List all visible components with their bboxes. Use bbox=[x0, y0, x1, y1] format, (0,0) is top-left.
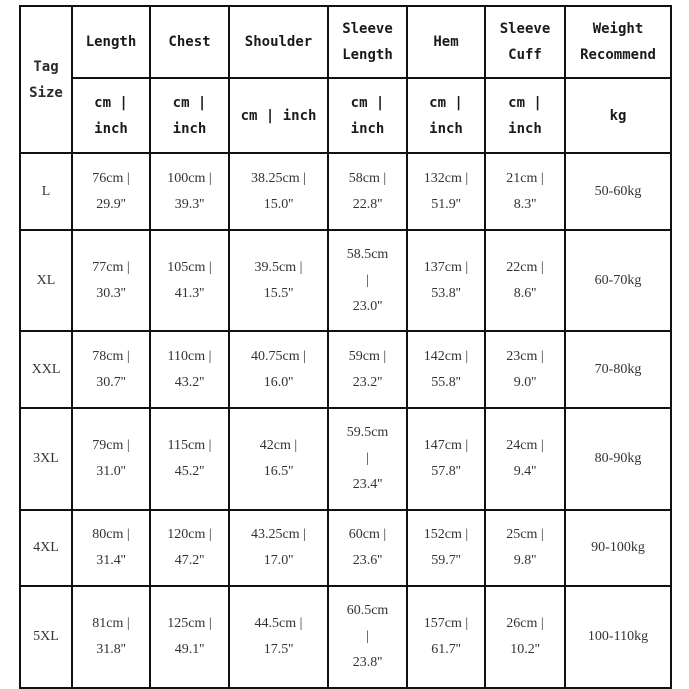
cell-shoulder: 42cm | 16.5'' bbox=[229, 408, 328, 510]
cell-sleeve-length: 60.5cm | 23.8'' bbox=[328, 586, 407, 688]
unit-label: cm | bbox=[508, 94, 542, 111]
header-chest bbox=[150, 6, 229, 78]
table-row-xxl bbox=[20, 331, 671, 408]
cell-length: 79cm | 31.0'' bbox=[72, 408, 150, 510]
cell-sleeve-cuff: 21cm | 8.3'' bbox=[485, 153, 565, 230]
size-label: 4XL bbox=[20, 510, 72, 586]
header-label: Chest bbox=[168, 34, 211, 50]
cell-sleeve-length: 59cm | 23.2'' bbox=[328, 331, 407, 408]
cell-weight: 80-90kg bbox=[565, 408, 671, 510]
unit-sleeve-length bbox=[328, 78, 407, 153]
header-sleeve-length bbox=[328, 6, 407, 78]
header-label: Weight bbox=[592, 21, 644, 37]
cell-hem: 132cm | 51.9'' bbox=[407, 153, 485, 230]
unit-label: cm | bbox=[94, 94, 128, 111]
unit-length bbox=[72, 78, 150, 153]
unit-sleeve-cuff bbox=[485, 78, 565, 153]
header-label: Hem bbox=[433, 34, 459, 50]
unit-label: cm | bbox=[172, 94, 207, 111]
cell-sleeve-length: 58cm | 22.8'' bbox=[328, 153, 407, 230]
cell-length: 80cm | 31.4'' bbox=[72, 510, 150, 586]
unit-label: inch bbox=[508, 120, 542, 137]
cell-shoulder: 43.25cm | 17.0'' bbox=[229, 510, 328, 586]
header-label: Cuff bbox=[508, 47, 542, 63]
header-label: Recommend bbox=[580, 47, 656, 63]
unit-label: cm | inch bbox=[240, 107, 317, 124]
unit-label: cm | bbox=[429, 94, 463, 111]
table-row-xl bbox=[20, 230, 671, 331]
cell-weight: 100-110kg bbox=[565, 586, 671, 688]
unit-hem bbox=[407, 78, 485, 153]
cell-hem: 157cm | 61.7'' bbox=[407, 586, 485, 688]
cell-chest: 100cm | 39.3'' bbox=[150, 153, 229, 230]
cell-hem: 142cm | 55.8'' bbox=[407, 331, 485, 408]
tag-size-header-line: Tag bbox=[33, 58, 59, 75]
header-label: Length bbox=[85, 34, 137, 50]
unit-chest bbox=[150, 78, 229, 153]
tag-size-header-line: Size bbox=[29, 84, 63, 101]
cell-weight: 90-100kg bbox=[565, 510, 671, 586]
cell-length: 81cm | 31.8'' bbox=[72, 586, 150, 688]
header-label: Shoulder bbox=[244, 34, 313, 50]
size-label: 5XL bbox=[20, 586, 72, 688]
cell-weight: 70-80kg bbox=[565, 331, 671, 408]
cell-length: 76cm | 29.9'' bbox=[72, 153, 150, 230]
table-row-3xl bbox=[20, 408, 671, 510]
unit-label: kg bbox=[609, 107, 627, 124]
unit-label: inch bbox=[429, 120, 463, 137]
table-row-4xl bbox=[20, 510, 671, 586]
cell-hem: 152cm | 59.7'' bbox=[407, 510, 485, 586]
cell-chest: 105cm | 41.3'' bbox=[150, 230, 229, 331]
cell-sleeve-cuff: 23cm | 9.0'' bbox=[485, 331, 565, 408]
table-row-5xl bbox=[20, 586, 671, 688]
header-shoulder bbox=[229, 6, 328, 78]
header-row-names bbox=[20, 6, 671, 78]
cell-sleeve-cuff: 22cm | 8.6'' bbox=[485, 230, 565, 331]
unit-label: inch bbox=[172, 120, 207, 137]
unit-label: cm | bbox=[350, 94, 385, 111]
cell-shoulder: 38.25cm | 15.0'' bbox=[229, 153, 328, 230]
size-label: 3XL bbox=[20, 408, 72, 510]
cell-sleeve-length: 59.5cm | 23.4'' bbox=[328, 408, 407, 510]
cell-sleeve-cuff: 26cm | 10.2'' bbox=[485, 586, 565, 688]
cell-sleeve-cuff: 25cm | 9.8'' bbox=[485, 510, 565, 586]
size-label: XL bbox=[20, 230, 72, 331]
cell-chest: 110cm | 43.2'' bbox=[150, 331, 229, 408]
header-label: Sleeve bbox=[342, 21, 393, 37]
cell-sleeve-cuff: 24cm | 9.4'' bbox=[485, 408, 565, 510]
header-length bbox=[72, 6, 150, 78]
cell-chest: 115cm | 45.2'' bbox=[150, 408, 229, 510]
unit-shoulder bbox=[229, 78, 328, 153]
cell-shoulder: 39.5cm | 15.5'' bbox=[229, 230, 328, 331]
cell-hem: 137cm | 53.8'' bbox=[407, 230, 485, 331]
unit-weight bbox=[565, 78, 671, 153]
header-hem bbox=[407, 6, 485, 78]
header-sleeve-cuff bbox=[485, 6, 565, 78]
cell-hem: 147cm | 57.8'' bbox=[407, 408, 485, 510]
unit-label: inch bbox=[94, 120, 128, 137]
size-chart-table bbox=[19, 5, 672, 689]
cell-sleeve-length: 60cm | 23.6'' bbox=[328, 510, 407, 586]
header-weight-recommend bbox=[565, 6, 671, 78]
cell-chest: 120cm | 47.2'' bbox=[150, 510, 229, 586]
unit-label: inch bbox=[350, 120, 385, 137]
cell-length: 77cm | 30.3'' bbox=[72, 230, 150, 331]
size-label: XXL bbox=[20, 331, 72, 408]
tag-size-header bbox=[20, 6, 72, 153]
header-row-units bbox=[20, 78, 671, 153]
cell-weight: 50-60kg bbox=[565, 153, 671, 230]
header-label: Sleeve bbox=[499, 21, 551, 37]
cell-length: 78cm | 30.7'' bbox=[72, 331, 150, 408]
size-label: L bbox=[20, 153, 72, 230]
cell-shoulder: 40.75cm | 16.0'' bbox=[229, 331, 328, 408]
cell-weight: 60-70kg bbox=[565, 230, 671, 331]
table-row-l bbox=[20, 153, 671, 230]
cell-chest: 125cm | 49.1'' bbox=[150, 586, 229, 688]
cell-shoulder: 44.5cm | 17.5'' bbox=[229, 586, 328, 688]
cell-sleeve-length: 58.5cm | 23.0'' bbox=[328, 230, 407, 331]
header-label: Length bbox=[342, 47, 393, 63]
